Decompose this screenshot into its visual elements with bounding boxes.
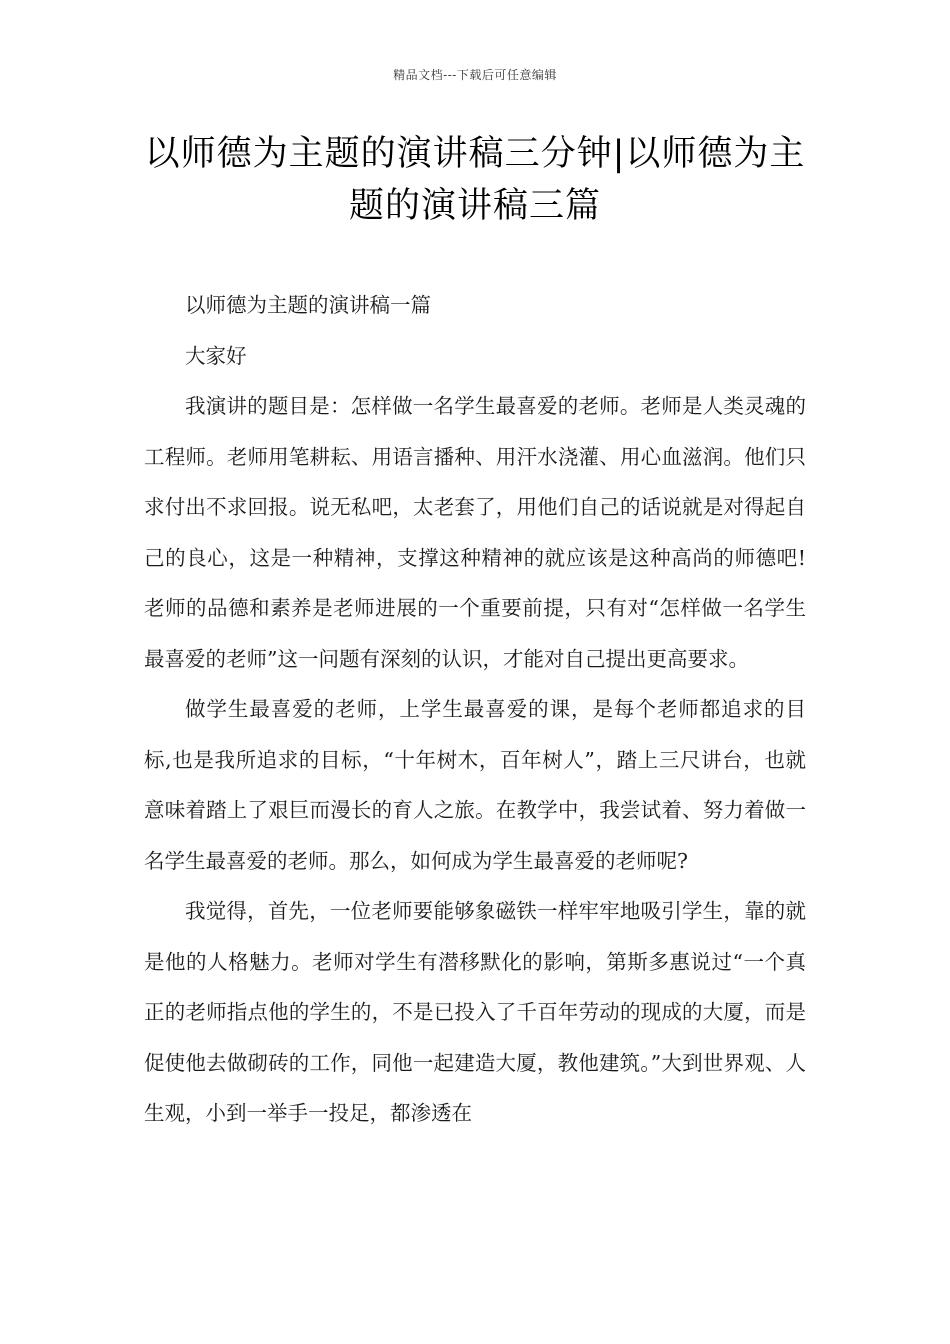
paragraph: 做学生最喜爱的老师，上学生最喜爱的课，是每个老师都追求的目标,也是我所追求的目标，“十年树木，百年树人”，踏上三尺讲台，也就意味着踏上了艰巨而漫长的育人之旅。在教学中，我尝试着、努力着做一名学生最喜爱的老师。那么，如何成为学生最喜爱的老师呢?: [144, 697, 806, 873]
paragraph: 我演讲的题目是：怎样做一名学生最喜爱的老师。老师是人类灵魂的工程师。老师用笔耕耘、用语言播种、用汗水浇灌、用心血滋润。他们只求付出不求回报。说无私吧，太老套了，用他们自己的话说就是对得起自己的良心，这是一种精神，支撑这种精神的就应该是这种高尚的师德吧!老师的品德和素养是老师进展的一个重要前提，只有对“怎样做一名学生最喜爱的老师”这一问题有深刻的认识，才能对自己提出更高要求。: [144, 394, 806, 671]
section-heading: 以师德为主题的演讲稿一篇: [185, 293, 431, 317]
document-body: [144, 280, 806, 1139]
paragraph: 我觉得，首先，一位老师要能够象磁铁一样牢牢地吸引学生，靠的就是他的人格魅力。老师对学生有潜移默化的影响，第斯多惠说过“一个真正的老师指点他的学生的，不是已投入了千百年劳动的现成的大厦，而是促使他去做砌砖的工作，同他一起建造大厦，教他建筑。”大到世界观、人生观，小到一举手一投足，都渗透在: [144, 899, 806, 1125]
document-title: 以师德为主题的演讲稿三分钟|以师德为主题的演讲稿三篇: [144, 134, 806, 226]
greeting: 大家好: [185, 343, 247, 368]
header-note: 精品文档---下载后可任意编辑: [393, 68, 557, 82]
